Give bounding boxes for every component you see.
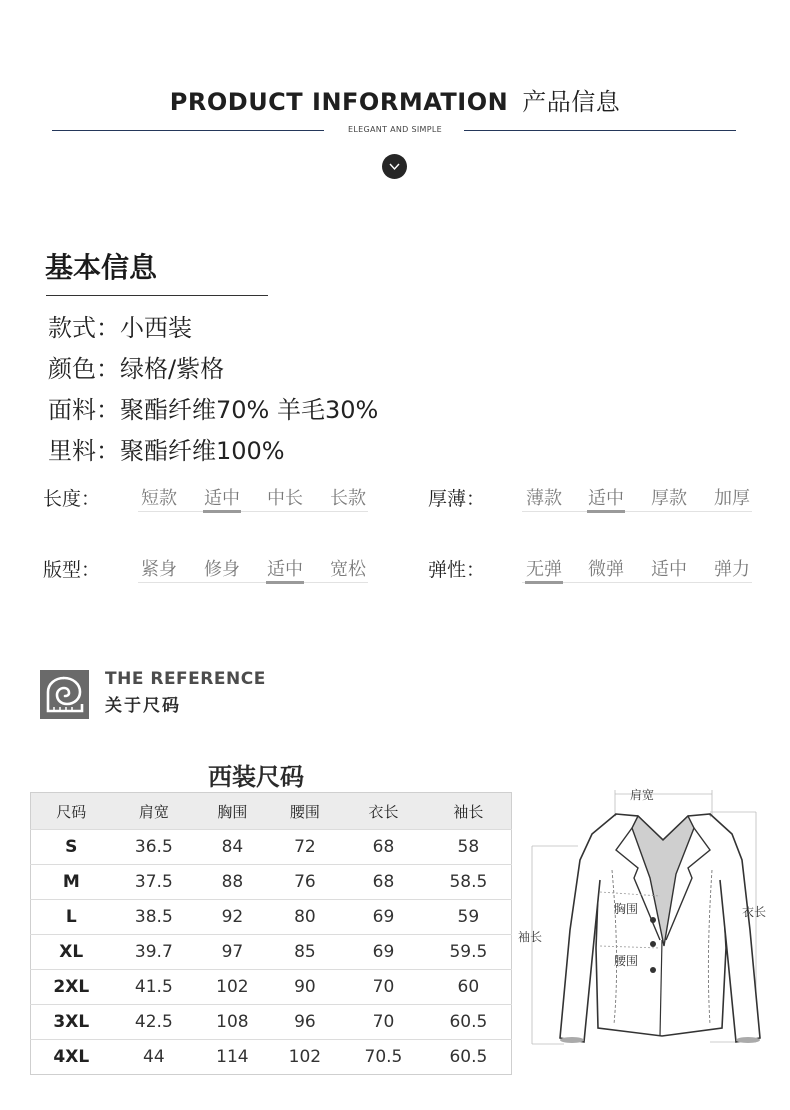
- diagram-label-shoulder: 肩宽: [630, 788, 655, 802]
- attr-thickness-label: 厚薄：: [428, 488, 486, 510]
- table-cell: 102: [196, 970, 269, 1005]
- table-cell: 70: [341, 1005, 426, 1040]
- table-row: [31, 935, 512, 970]
- table-cell: 102: [269, 1040, 342, 1075]
- size-table: [30, 792, 512, 1075]
- attr-length-track: [138, 511, 368, 512]
- info-fabric: 面料：聚酯纤维70% 羊毛30%: [48, 396, 379, 424]
- table-cell: 36.5: [112, 830, 197, 865]
- attr-elasticity-selected-marker: [525, 581, 563, 584]
- table-cell: 92: [196, 900, 269, 935]
- table-cell: 76: [269, 865, 342, 900]
- header-shoulder: 肩宽: [112, 793, 197, 830]
- reference-title-en: THE REFERENCE: [105, 669, 266, 689]
- table-cell: 88: [196, 865, 269, 900]
- attr-elasticity-option: 微弹: [588, 559, 624, 580]
- header-waist: 腰围: [269, 793, 342, 830]
- table-row: [31, 865, 512, 900]
- info-lining: 里料：聚酯纤维100%: [48, 437, 285, 465]
- table-row: [31, 900, 512, 935]
- header-sleeve: 袖长: [426, 793, 512, 830]
- table-cell: 85: [269, 935, 342, 970]
- table-cell: 97: [196, 935, 269, 970]
- header-subtitle: ELEGANT AND SIMPLE: [348, 125, 442, 134]
- table-cell: 4XL: [31, 1040, 112, 1075]
- basic-info-underline: [46, 295, 268, 296]
- table-cell: 114: [196, 1040, 269, 1075]
- attr-thickness-track: [522, 511, 752, 512]
- size-table-header-row: [31, 793, 512, 830]
- attr-elasticity-label: 弹性：: [428, 559, 486, 581]
- table-cell: 69: [341, 935, 426, 970]
- table-row: [31, 1005, 512, 1040]
- attr-fit-label: 版型：: [43, 559, 101, 581]
- info-color: 颜色：绿格/紫格: [48, 355, 225, 383]
- table-cell: 59.5: [426, 935, 512, 970]
- attr-fit-option: 紧身: [141, 559, 177, 580]
- diagram-label-waist: 腰围: [614, 954, 639, 968]
- table-cell: 60: [426, 970, 512, 1005]
- attr-fit-track: [138, 582, 368, 583]
- table-cell: 70: [341, 970, 426, 1005]
- attr-thickness-option-selected: 适中: [588, 488, 624, 509]
- attr-length-option-selected: 适中: [204, 488, 240, 509]
- table-cell: 42.5: [112, 1005, 197, 1040]
- size-table-title: 西装尺码: [208, 763, 304, 791]
- jacket-illustration: [520, 780, 780, 1080]
- attr-elasticity-option: 适中: [651, 559, 687, 580]
- page-title-cn: 产品信息: [522, 88, 621, 116]
- table-cell: 70.5: [341, 1040, 426, 1075]
- diagram-label-sleeve: 袖长: [518, 930, 543, 944]
- table-row: [31, 970, 512, 1005]
- attr-elasticity-option-selected: 无弹: [526, 559, 562, 580]
- table-cell: 96: [269, 1005, 342, 1040]
- attr-length-selected-marker: [203, 510, 241, 513]
- jacket-diagram: [520, 780, 780, 1080]
- table-row: [31, 1040, 512, 1075]
- table-cell: 3XL: [31, 1005, 112, 1040]
- table-cell: 44: [112, 1040, 197, 1075]
- table-cell: M: [31, 865, 112, 900]
- basic-info-title: 基本信息: [45, 251, 158, 284]
- table-cell: 59: [426, 900, 512, 935]
- table-cell: 108: [196, 1005, 269, 1040]
- attr-elasticity-option: 弹力: [714, 559, 750, 580]
- table-cell: 2XL: [31, 970, 112, 1005]
- header-length: 衣长: [341, 793, 426, 830]
- table-cell: 41.5: [112, 970, 197, 1005]
- table-cell: 80: [269, 900, 342, 935]
- attr-length-option: 中长: [267, 488, 303, 509]
- tape-measure-icon: [40, 670, 89, 719]
- header-size: 尺码: [31, 793, 112, 830]
- table-cell: 72: [269, 830, 342, 865]
- table-cell: 38.5: [112, 900, 197, 935]
- table-cell: S: [31, 830, 112, 865]
- table-cell: 37.5: [112, 865, 197, 900]
- attr-length-label: 长度：: [43, 488, 101, 510]
- table-cell: 68: [341, 830, 426, 865]
- chevron-down-icon: [382, 154, 407, 179]
- attr-length-option: 长款: [330, 488, 366, 509]
- table-cell: 39.7: [112, 935, 197, 970]
- table-row: [31, 830, 512, 865]
- attr-fit-selected-marker: [266, 581, 304, 584]
- attr-thickness-selected-marker: [587, 510, 625, 513]
- attr-fit-option: 修身: [204, 559, 240, 580]
- table-cell: 69: [341, 900, 426, 935]
- table-cell: 90: [269, 970, 342, 1005]
- table-cell: 58.5: [426, 865, 512, 900]
- attr-fit-option-selected: 适中: [267, 559, 303, 580]
- table-cell: 58: [426, 830, 512, 865]
- page-title: [0, 82, 790, 117]
- diagram-label-length: 衣长: [742, 905, 767, 919]
- table-cell: 68: [341, 865, 426, 900]
- attr-thickness-option: 薄款: [526, 488, 562, 509]
- attr-fit-option: 宽松: [330, 559, 366, 580]
- attr-thickness-option: 厚款: [651, 488, 687, 509]
- table-cell: L: [31, 900, 112, 935]
- table-cell: 84: [196, 830, 269, 865]
- page-title-en: PRODUCT INFORMATION: [169, 88, 509, 116]
- table-cell: XL: [31, 935, 112, 970]
- attr-length-option: 短款: [141, 488, 177, 509]
- table-cell: 60.5: [426, 1005, 512, 1040]
- attr-thickness-option: 加厚: [714, 488, 750, 509]
- header-chest: 胸围: [196, 793, 269, 830]
- info-style: 款式：小西装: [48, 314, 192, 342]
- table-cell: 60.5: [426, 1040, 512, 1075]
- diagram-label-chest: 胸围: [614, 902, 639, 916]
- reference-title-cn: 关于尺码: [105, 696, 181, 716]
